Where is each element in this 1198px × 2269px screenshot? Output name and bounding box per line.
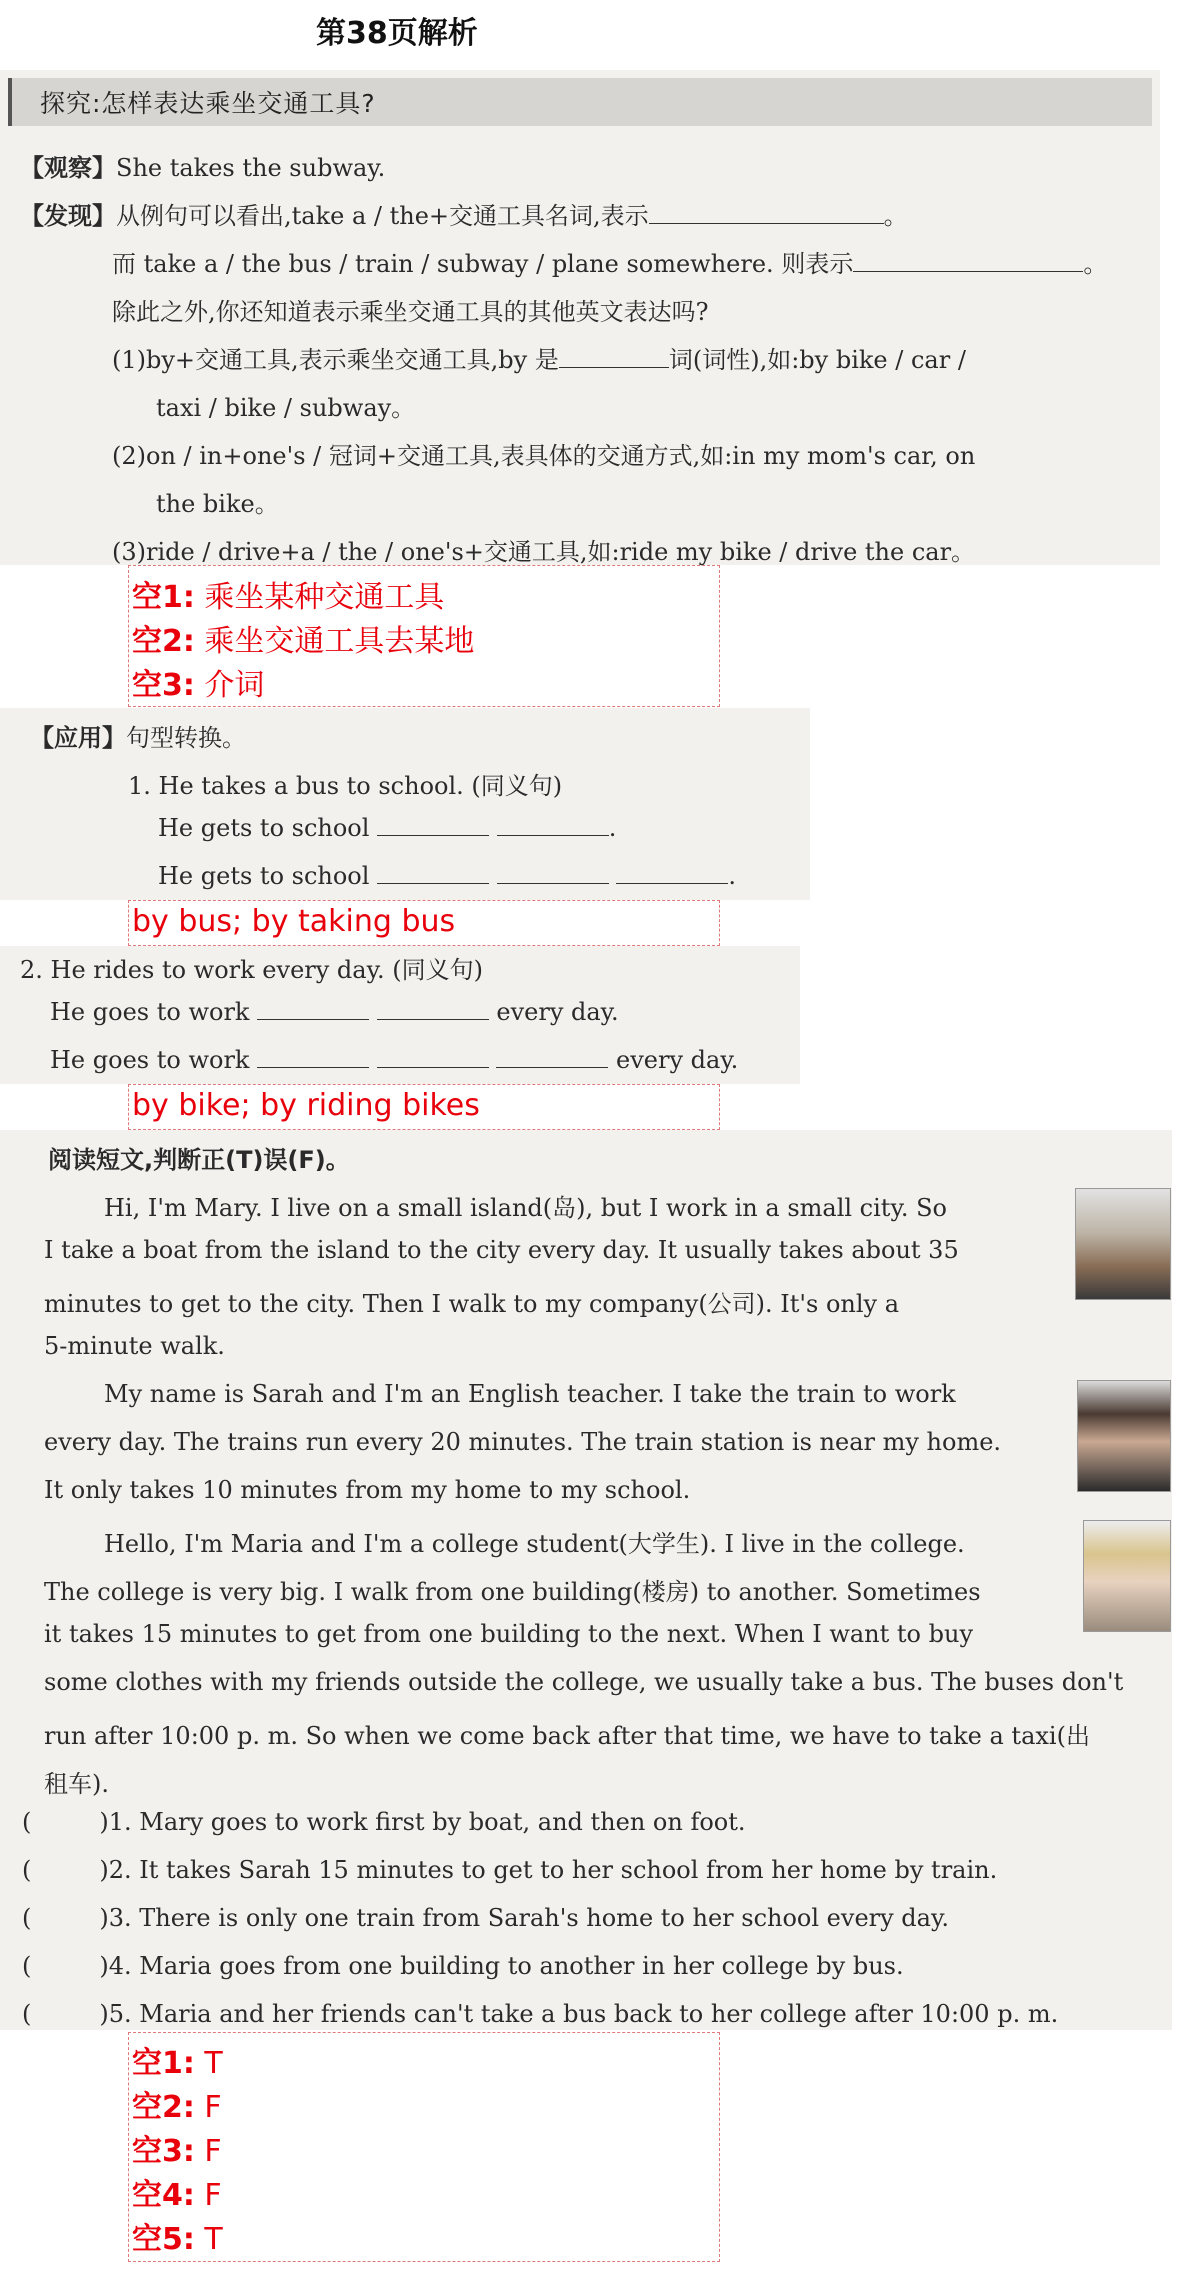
blank-3 (559, 367, 669, 368)
question-3: ( )3. There is only one train from Sarah's home to her school every day. (22, 1904, 949, 1932)
p3-line-4: some clothes with my friends outside the college, we usually take a bus. The buses don't (44, 1668, 1124, 1696)
photo-sarah (1077, 1380, 1171, 1492)
p2-line-2: every day. The trains run every 20 minutes. The train station is near my home. (44, 1428, 1002, 1456)
photo-mary (1075, 1188, 1171, 1300)
p3-line-2: The college is very big. I walk from one building(楼房) to another. Sometimes (44, 1578, 981, 1606)
item1-text-b: 词(词性),如:by bike / car / (668, 346, 966, 374)
item1-cont: taxi / bike / subway。 (156, 394, 416, 422)
observe-tag: 【观察】 (20, 154, 116, 182)
item2-cont: the bike。 (156, 490, 279, 518)
question-2: ( )2. It takes Sarah 15 minutes to get to her school from her home by train. (22, 1856, 998, 1884)
p1-line-3: minutes to get to the city. Then I walk to my company(公司). It's only a (44, 1290, 900, 1318)
apply-q1: 1. He takes a bus to school. (同义句) (128, 772, 563, 800)
p3-line-5: run after 10:00 p. m. So when we come back after that time, we have to take a taxi(出 (44, 1722, 1090, 1750)
apply-line (30, 718, 246, 753)
answer-q1: by bus; by taking bus (132, 904, 456, 939)
apply-text: 句型转换。 (126, 724, 246, 752)
answer-1-3: 空3: 介词 (132, 668, 265, 703)
p1-line-1: Hi, I'm Mary. I live on a small island(岛), but I work in a small city. So (104, 1194, 947, 1222)
answer-2-4: 空4: F (132, 2178, 222, 2213)
find-text: 从例句可以看出,take a / the+交通工具名词,表示 (116, 202, 649, 230)
find-end: 。 (883, 202, 908, 230)
apply-q1a: He gets to school . (158, 814, 617, 842)
page-title: 第38页解析 (316, 16, 478, 51)
answer-1-1: 空1: 乘坐某种交通工具 (132, 580, 445, 615)
p3-line-6: 租车). (44, 1770, 109, 1798)
p1-line-4: 5-minute walk. (44, 1332, 225, 1360)
photo-maria (1083, 1520, 1171, 1632)
blank-2 (853, 271, 1083, 272)
p1-line-2: I take a boat from the island to the city every day. It usually takes about 35 (44, 1236, 959, 1264)
p3-line-3: it takes 15 minutes to get from one building to the next. When I want to buy (44, 1620, 974, 1648)
explore-line2 (112, 244, 1107, 279)
answer-2-1: 空1: T (132, 2046, 223, 2081)
apply-q2a: He goes to work every day. (50, 998, 619, 1026)
item3-line: (3)ride / drive+a / the / one's+交通工具,如:ride my bike / drive the car。 (112, 538, 976, 566)
apply-q2b: He goes to work every day. (50, 1046, 739, 1074)
observe-line (20, 148, 385, 183)
question-4: ( )4. Maria goes from one building to another in her college by bus. (22, 1952, 904, 1980)
p3-line-1: Hello, I'm Maria and I'm a college student(大学生). I live in the college. (104, 1530, 965, 1558)
line2-end: 。 (1083, 250, 1108, 278)
answer-2-5: 空5: T (132, 2222, 223, 2257)
answer-2-2: 空2: F (132, 2090, 222, 2125)
explore-heading: 探究:怎样表达乘坐交通工具? (40, 89, 376, 118)
explore-line3: 除此之外,你还知道表示乘坐交通工具的其他英文表达吗? (112, 298, 709, 326)
p2-line-3: It only takes 10 minutes from my home to my school. (44, 1476, 691, 1504)
reading-instruction: 阅读短文,判断正(T)误(F)。 (48, 1146, 350, 1174)
apply-tag: 【应用】 (30, 724, 126, 752)
find-line (20, 196, 908, 231)
blank-1 (649, 223, 884, 224)
apply-q1b: He gets to school . (158, 862, 736, 890)
answer-1-2: 空2: 乘坐交通工具去某地 (132, 624, 475, 659)
item2-line: (2)on / in+one's / 冠词+交通工具,表具体的交通方式,如:in my mom's car, on (112, 442, 976, 470)
observe-text: She takes the subway. (116, 154, 386, 182)
find-tag: 【发现】 (20, 202, 116, 230)
p2-line-1: My name is Sarah and I'm an English teacher. I take the train to work (104, 1380, 956, 1408)
item1-line (112, 340, 966, 375)
item1-text-a: (1)by+交通工具,表示乘坐交通工具,by 是 (112, 346, 559, 374)
apply-q2: 2. He rides to work every day. (同义句) (20, 956, 483, 984)
line2-text: 而 take a / the bus / train / subway / plane somewhere. 则表示 (112, 250, 854, 278)
answer-2-3: 空3: F (132, 2134, 222, 2169)
question-1: ( )1. Mary goes to work first by boat, and then on foot. (22, 1808, 746, 1836)
answer-q2: by bike; by riding bikes (132, 1088, 480, 1123)
question-5: ( )5. Maria and her friends can't take a bus back to her college after 10:00 p. m. (22, 2000, 1059, 2028)
